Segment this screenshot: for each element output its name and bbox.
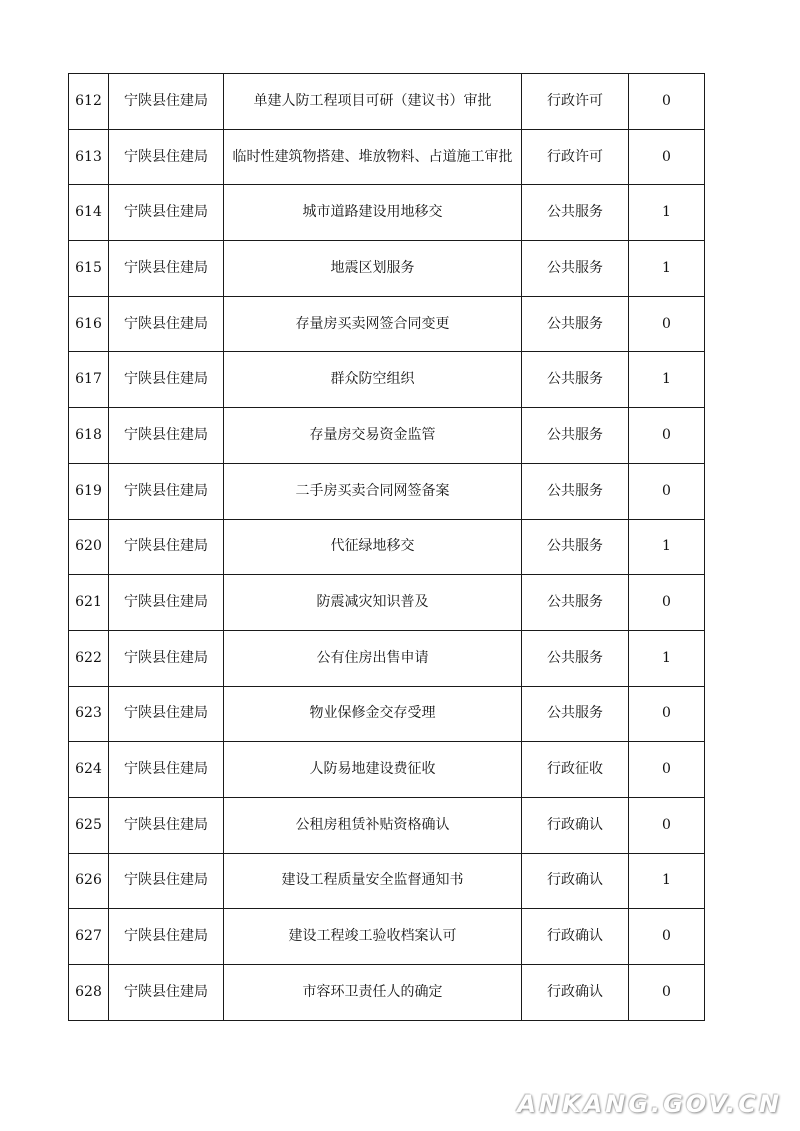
table-row	[69, 296, 705, 352]
item-name-cell: 单建人防工程项目可研（建议书）审批	[224, 74, 522, 130]
item-name-cell: 公租房租赁补贴资格确认	[224, 797, 522, 853]
item-type-cell: 行政征收	[522, 742, 629, 798]
service-list-table	[68, 73, 705, 1021]
department-cell: 宁陕县住建局	[109, 296, 224, 352]
item-type-cell: 行政确认	[522, 853, 629, 909]
row-number-cell: 613	[69, 129, 109, 185]
count-cell: 0	[629, 408, 705, 464]
item-name-cell: 地震区划服务	[224, 241, 522, 297]
site-watermark: ANKANG.GOV.CN	[517, 1090, 782, 1118]
table-row	[69, 185, 705, 241]
item-type-cell: 行政许可	[522, 74, 629, 130]
item-name-cell: 公有住房出售申请	[224, 630, 522, 686]
table-row	[69, 463, 705, 519]
row-number-cell: 616	[69, 296, 109, 352]
item-type-cell: 行政许可	[522, 129, 629, 185]
department-cell: 宁陕县住建局	[109, 463, 224, 519]
item-name-cell: 市容环卫责任人的确定	[224, 965, 522, 1021]
item-type-cell: 公共服务	[522, 686, 629, 742]
row-number-cell: 621	[69, 575, 109, 631]
count-cell: 0	[629, 463, 705, 519]
department-cell: 宁陕县住建局	[109, 129, 224, 185]
department-cell: 宁陕县住建局	[109, 965, 224, 1021]
item-name-cell: 群众防空组织	[224, 352, 522, 408]
table-row	[69, 575, 705, 631]
department-cell: 宁陕县住建局	[109, 241, 224, 297]
count-cell: 1	[629, 630, 705, 686]
count-cell: 0	[629, 797, 705, 853]
item-type-cell: 行政确认	[522, 965, 629, 1021]
item-name-cell: 存量房交易资金监管	[224, 408, 522, 464]
item-name-cell: 存量房买卖网签合同变更	[224, 296, 522, 352]
item-type-cell: 公共服务	[522, 241, 629, 297]
item-type-cell: 公共服务	[522, 630, 629, 686]
table-row	[69, 853, 705, 909]
item-name-cell: 建设工程质量安全监督通知书	[224, 853, 522, 909]
department-cell: 宁陕县住建局	[109, 352, 224, 408]
department-cell: 宁陕县住建局	[109, 408, 224, 464]
row-number-cell: 619	[69, 463, 109, 519]
row-number-cell: 618	[69, 408, 109, 464]
item-type-cell: 公共服务	[522, 463, 629, 519]
item-type-cell: 行政确认	[522, 909, 629, 965]
row-number-cell: 626	[69, 853, 109, 909]
count-cell: 0	[629, 296, 705, 352]
row-number-cell: 615	[69, 241, 109, 297]
table-row	[69, 352, 705, 408]
department-cell: 宁陕县住建局	[109, 909, 224, 965]
row-number-cell: 614	[69, 185, 109, 241]
table-row	[69, 74, 705, 130]
table-row	[69, 129, 705, 185]
department-cell: 宁陕县住建局	[109, 74, 224, 130]
item-type-cell: 公共服务	[522, 519, 629, 575]
table-body	[69, 74, 705, 1021]
department-cell: 宁陕县住建局	[109, 797, 224, 853]
count-cell: 1	[629, 352, 705, 408]
row-number-cell: 620	[69, 519, 109, 575]
item-type-cell: 公共服务	[522, 408, 629, 464]
department-cell: 宁陕县住建局	[109, 575, 224, 631]
department-cell: 宁陕县住建局	[109, 185, 224, 241]
item-name-cell: 防震减灾知识普及	[224, 575, 522, 631]
row-number-cell: 624	[69, 742, 109, 798]
count-cell: 0	[629, 575, 705, 631]
department-cell: 宁陕县住建局	[109, 853, 224, 909]
row-number-cell: 623	[69, 686, 109, 742]
item-type-cell: 公共服务	[522, 352, 629, 408]
table-row	[69, 909, 705, 965]
count-cell: 0	[629, 965, 705, 1021]
count-cell: 1	[629, 241, 705, 297]
department-cell: 宁陕县住建局	[109, 742, 224, 798]
table-row	[69, 797, 705, 853]
department-cell: 宁陕县住建局	[109, 519, 224, 575]
row-number-cell: 622	[69, 630, 109, 686]
item-name-cell: 城市道路建设用地移交	[224, 185, 522, 241]
table-row	[69, 241, 705, 297]
item-name-cell: 代征绿地移交	[224, 519, 522, 575]
count-cell: 1	[629, 519, 705, 575]
item-type-cell: 公共服务	[522, 296, 629, 352]
count-cell: 0	[629, 686, 705, 742]
item-name-cell: 物业保修金交存受理	[224, 686, 522, 742]
table-row	[69, 965, 705, 1021]
item-name-cell: 临时性建筑物搭建、堆放物料、占道施工审批	[224, 129, 522, 185]
count-cell: 1	[629, 853, 705, 909]
count-cell: 1	[629, 185, 705, 241]
table-row	[69, 519, 705, 575]
item-type-cell: 公共服务	[522, 185, 629, 241]
item-name-cell: 建设工程竣工验收档案认可	[224, 909, 522, 965]
row-number-cell: 628	[69, 965, 109, 1021]
count-cell: 0	[629, 909, 705, 965]
department-cell: 宁陕县住建局	[109, 686, 224, 742]
item-name-cell: 二手房买卖合同网签备案	[224, 463, 522, 519]
item-type-cell: 公共服务	[522, 575, 629, 631]
item-type-cell: 行政确认	[522, 797, 629, 853]
row-number-cell: 612	[69, 74, 109, 130]
row-number-cell: 617	[69, 352, 109, 408]
department-cell: 宁陕县住建局	[109, 630, 224, 686]
count-cell: 0	[629, 129, 705, 185]
item-name-cell: 人防易地建设费征收	[224, 742, 522, 798]
table-row	[69, 630, 705, 686]
count-cell: 0	[629, 74, 705, 130]
count-cell: 0	[629, 742, 705, 798]
row-number-cell: 627	[69, 909, 109, 965]
table-row	[69, 742, 705, 798]
row-number-cell: 625	[69, 797, 109, 853]
table-row	[69, 686, 705, 742]
table-row	[69, 408, 705, 464]
